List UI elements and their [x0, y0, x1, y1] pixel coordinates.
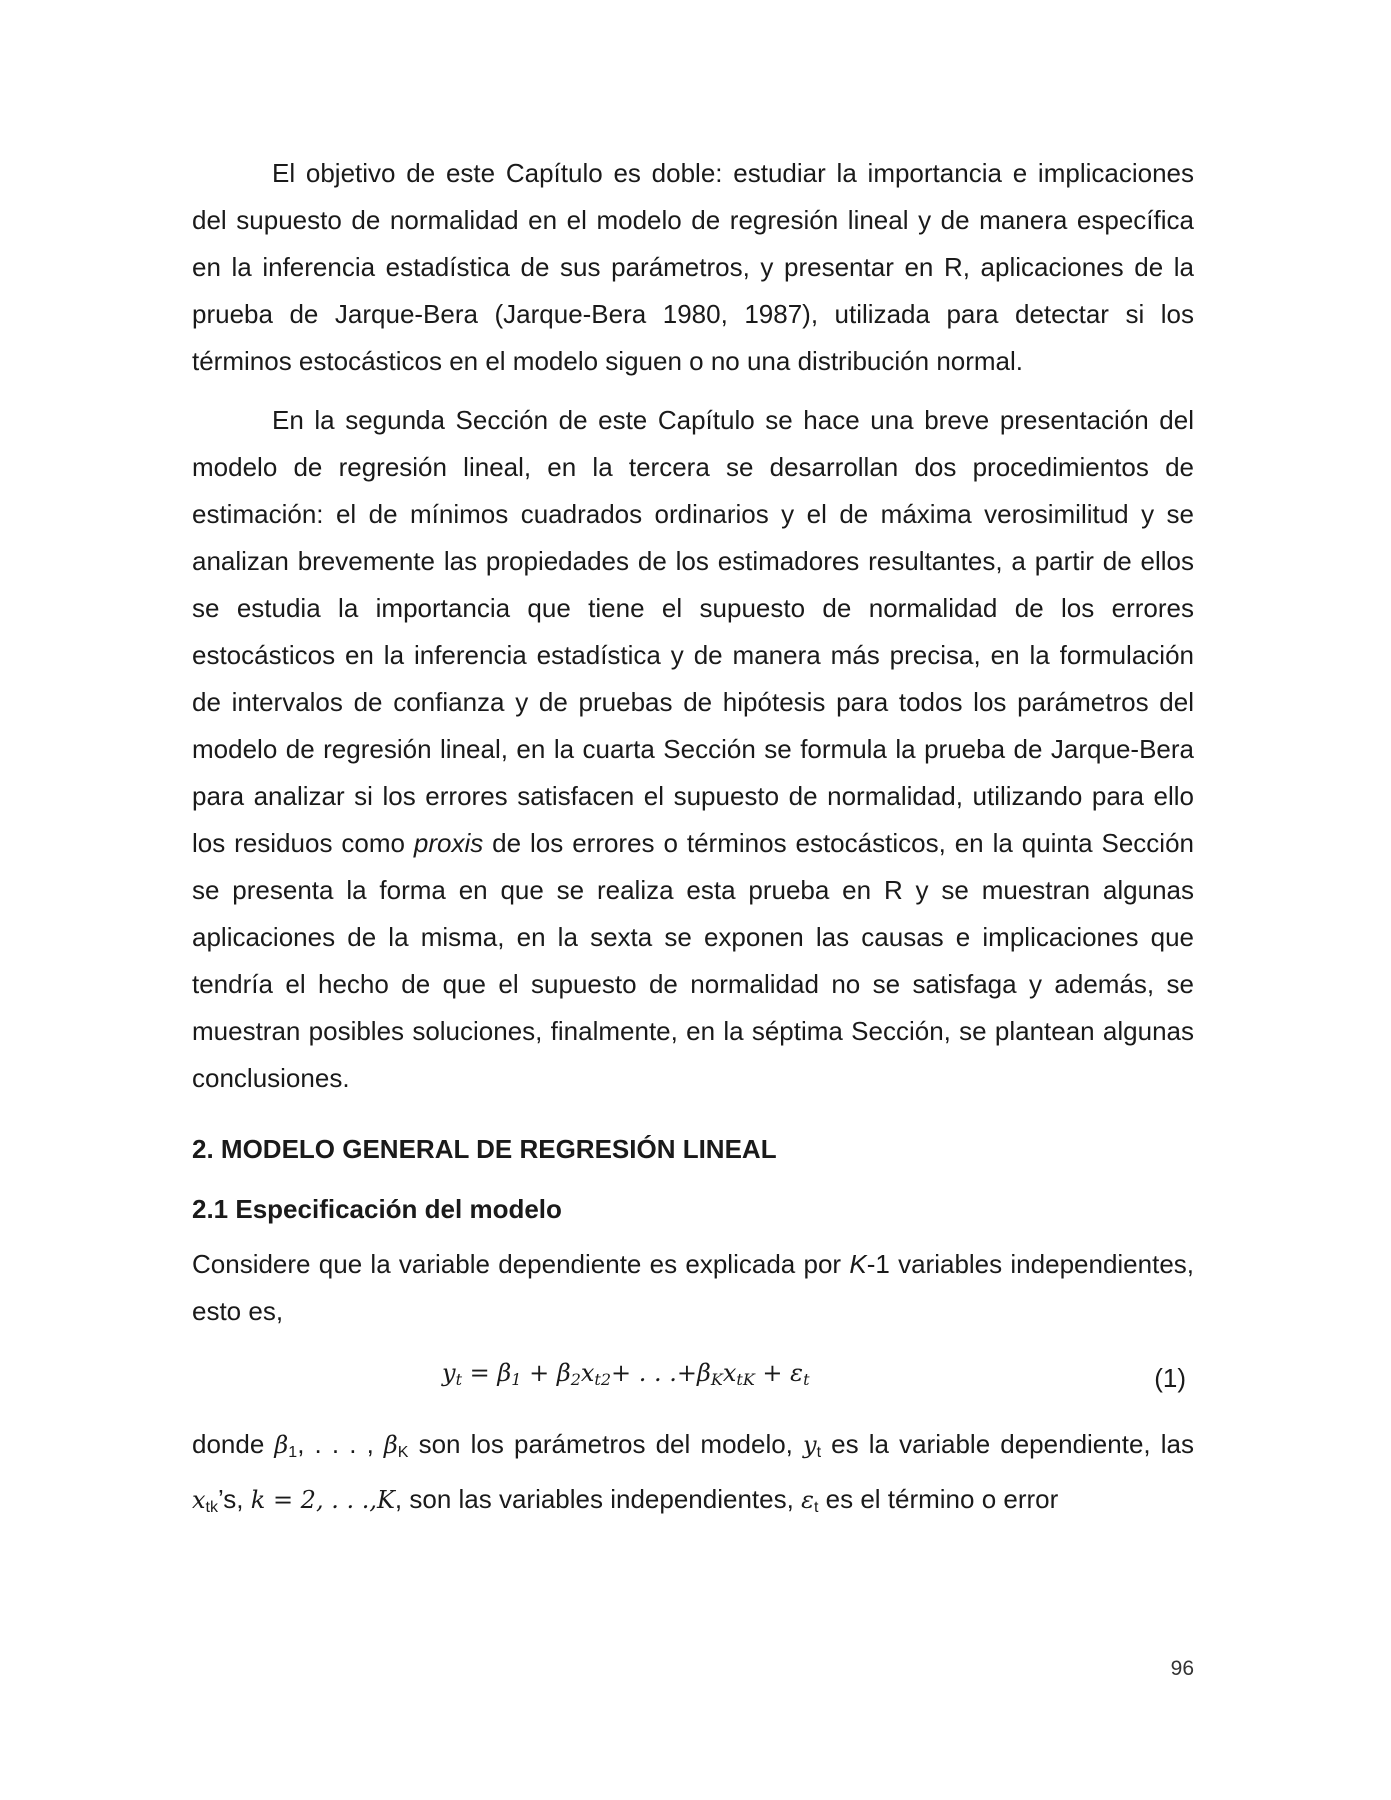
- italic-term: proxis: [413, 828, 484, 858]
- equation-number: (1): [1154, 1363, 1186, 1393]
- text-run: es la variable dependiente, las: [821, 1429, 1194, 1459]
- math-symbol: β: [383, 1431, 398, 1459]
- math-symbol: β: [274, 1431, 289, 1459]
- eq-subscript: 1: [511, 1370, 522, 1389]
- text-run: -1 variables independientes, esto es,: [192, 1249, 1195, 1326]
- definitions-paragraph: [192, 1421, 1194, 1531]
- eq-symbol: β: [697, 1359, 711, 1387]
- regression-equation: [442, 1359, 810, 1389]
- math-subscript: K: [397, 1444, 409, 1461]
- eq-operator: +: [754, 1359, 791, 1387]
- text-run: , . . . ,: [297, 1429, 384, 1459]
- math-expression: k = 2, . . .,K: [250, 1486, 395, 1514]
- eq-subscript: t: [455, 1370, 462, 1389]
- intro-paragraph-sections: [192, 397, 1194, 1102]
- intro-paragraph-objective: El objetivo de este Capítulo es doble: estudiar la importancia e implicaciones del supuesto de normalidad en el modelo de regresión lineal y de manera específica en la inferencia estadística de sus parámetros, y presentar en R, aplicaciones de la prueba de Jarque-Bera (Jarque-Bera 1980, 1987), utilizada para detectar si los términos estocásticos en el modelo siguen o no una distribución normal.: [192, 158, 1194, 376]
- eq-operator: =: [462, 1359, 498, 1387]
- eq-subscript: t: [803, 1370, 810, 1389]
- eq-symbol: x: [722, 1359, 737, 1387]
- equation-block: [192, 1345, 1194, 1421]
- eq-symbol: β: [497, 1359, 512, 1387]
- eq-subscript: K: [710, 1370, 723, 1389]
- model-intro-paragraph: [192, 1241, 1194, 1335]
- page-content: [192, 150, 1194, 1531]
- text-run: es el término o error: [818, 1484, 1059, 1514]
- text-run: ’s,: [218, 1484, 251, 1514]
- math-symbol: x: [192, 1486, 206, 1514]
- eq-subscript: 2: [570, 1370, 581, 1389]
- eq-symbol: ε: [790, 1359, 804, 1387]
- text-run: , son las variables independientes,: [394, 1484, 802, 1514]
- italic-variable: K: [849, 1249, 867, 1279]
- math-subscript: t: [813, 1499, 819, 1516]
- math-subscript: 1: [288, 1444, 298, 1461]
- math-symbol: ε: [801, 1486, 814, 1514]
- math-subscript: tk: [205, 1499, 218, 1516]
- page-number: 96: [1170, 1657, 1194, 1680]
- text-run: Considere que la variable dependiente es explicada por: [192, 1249, 850, 1279]
- text-run: de los errores o términos estocásticos, en la quinta Sección se presenta la forma en que se realiza esta prueba en R y se muestran algunas aplicaciones de la misma, en la sexta se exponen las causas e implicaciones que tendría el hecho de que el supuesto de normalidad no se satisfaga y además, se muestran posibles soluciones, finalmente, en la séptima Sección, se plantean algunas conclusiones.: [192, 828, 1195, 1093]
- eq-subscript: tK: [736, 1370, 755, 1389]
- eq-symbol: y: [442, 1359, 456, 1387]
- eq-symbol: β: [556, 1359, 571, 1387]
- section-heading: 2. MODELO GENERAL DE REGRESIÓN LINEAL: [192, 1134, 777, 1164]
- subsection-heading: 2.1 Especificación del modelo: [192, 1194, 562, 1224]
- eq-subscript: t2: [594, 1370, 612, 1389]
- eq-operator: + . . .+: [611, 1359, 698, 1387]
- text-run: donde: [192, 1429, 275, 1459]
- eq-symbol: x: [580, 1359, 595, 1387]
- math-subscript: t: [816, 1444, 822, 1461]
- text-run: En la segunda Sección de este Capítulo se hace una breve presentación del modelo de regresión lineal, en la tercera se desarrollan dos procedimientos de estimación: el de mínimos cuadrados ordinarios y el de máxima verosimilitud y se analizan brevemente las propiedades de los estimadores resultantes, a partir de ellos se estudia la importancia que tiene el supuesto de normalidad de los errores estocásticos en la inferencia estadística y de manera más precisa, en la formulación de intervalos de confianza y de pruebas de hipótesis para todos los parámetros del modelo de regresión lineal, en la cuarta Sección se formula la prueba de Jarque-Bera para analizar si los errores satisfacen el supuesto de normalidad, utilizando para ello los residuos como: [192, 405, 1194, 858]
- text-run: son los parámetros del modelo,: [408, 1429, 804, 1459]
- eq-operator: +: [521, 1359, 557, 1387]
- math-symbol: y: [803, 1431, 817, 1459]
